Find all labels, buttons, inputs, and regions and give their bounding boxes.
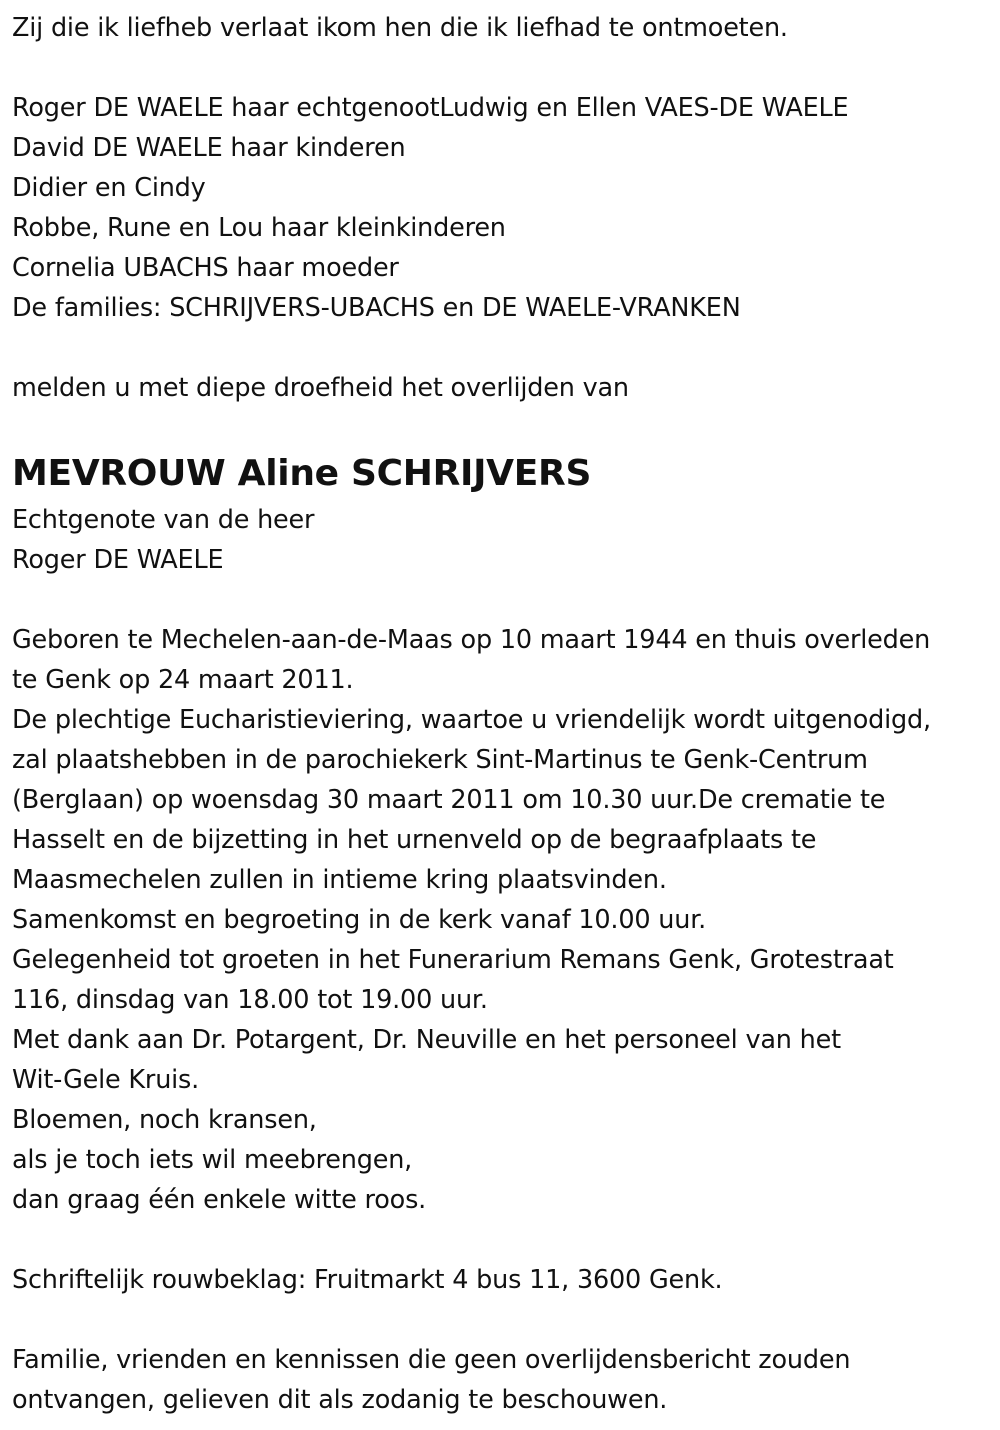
detail-line: Hasselt en de bijzetting in het urnenveld op de begraafplaats te: [12, 825, 817, 855]
details-block: [12, 620, 994, 1220]
family-line: Robbe, Rune en Lou haar kleinkinderen: [12, 213, 506, 243]
spacer: [12, 1300, 994, 1340]
family-list: [12, 88, 994, 328]
spacer: [12, 48, 994, 88]
obituary-text: [12, 8, 994, 1420]
family-line: Cornelia UBACHS haar moeder: [12, 253, 399, 283]
detail-line: als je toch iets wil meebrengen,: [12, 1145, 413, 1175]
spouse-line: Roger DE WAELE: [12, 545, 224, 575]
closing-line: ontvangen, gelieven dit als zodanig te beschouwen.: [12, 1385, 668, 1415]
spacer: [12, 580, 994, 620]
announcement: melden u met diepe droefheid het overlijden van: [12, 373, 629, 403]
detail-line: 116, dinsdag van 18.00 tot 19.00 uur.: [12, 985, 488, 1015]
detail-line: te Genk op 24 maart 2011.: [12, 665, 354, 695]
opening-quote: Zij die ik liefheb verlaat ikom hen die ik liefhad te ontmoeten.: [12, 13, 788, 43]
detail-line: (Berglaan) op woensdag 30 maart 2011 om 10.30 uur.De crematie te: [12, 785, 886, 815]
family-line: Didier en Cindy: [12, 173, 206, 203]
spacer: [12, 1220, 994, 1260]
detail-line: Gelegenheid tot groeten in het Funerarium Remans Genk, Grotestraat: [12, 945, 894, 975]
family-line: David DE WAELE haar kinderen: [12, 133, 406, 163]
spacer: [12, 328, 994, 368]
detail-line: Bloemen, noch kransen,: [12, 1105, 317, 1135]
closing-line: Familie, vrienden en kennissen die geen overlijdensbericht zouden: [12, 1345, 851, 1375]
detail-line: Samenkomst en begroeting in de kerk vanaf 10.00 uur.: [12, 905, 707, 935]
detail-line: Met dank aan Dr. Potargent, Dr. Neuville en het personeel van het: [12, 1025, 841, 1055]
detail-line: Geboren te Mechelen-aan-de-Maas op 10 maart 1944 en thuis overleden: [12, 625, 931, 655]
detail-line: Wit-Gele Kruis.: [12, 1065, 200, 1095]
family-line: De families: SCHRIJVERS-UBACHS en DE WAELE-VRANKEN: [12, 293, 741, 323]
detail-line: Maasmechelen zullen in intieme kring plaatsvinden.: [12, 865, 667, 895]
condolences-address: Schriftelijk rouwbeklag: Fruitmarkt 4 bus 11, 3600 Genk.: [12, 1265, 723, 1295]
spacer: [12, 408, 994, 448]
spouse-line: Echtgenote van de heer: [12, 505, 315, 535]
detail-line: zal plaatshebben in de parochiekerk Sint-Martinus te Genk-Centrum: [12, 745, 868, 775]
detail-line: De plechtige Eucharistieviering, waartoe u vriendelijk wordt uitgenodigd,: [12, 705, 931, 735]
deceased-name: MEVROUW Aline SCHRIJVERS: [12, 453, 592, 494]
detail-line: dan graag één enkele witte roos.: [12, 1185, 427, 1215]
family-line: Roger DE WAELE haar echtgenootLudwig en Ellen VAES-DE WAELE: [12, 93, 849, 123]
